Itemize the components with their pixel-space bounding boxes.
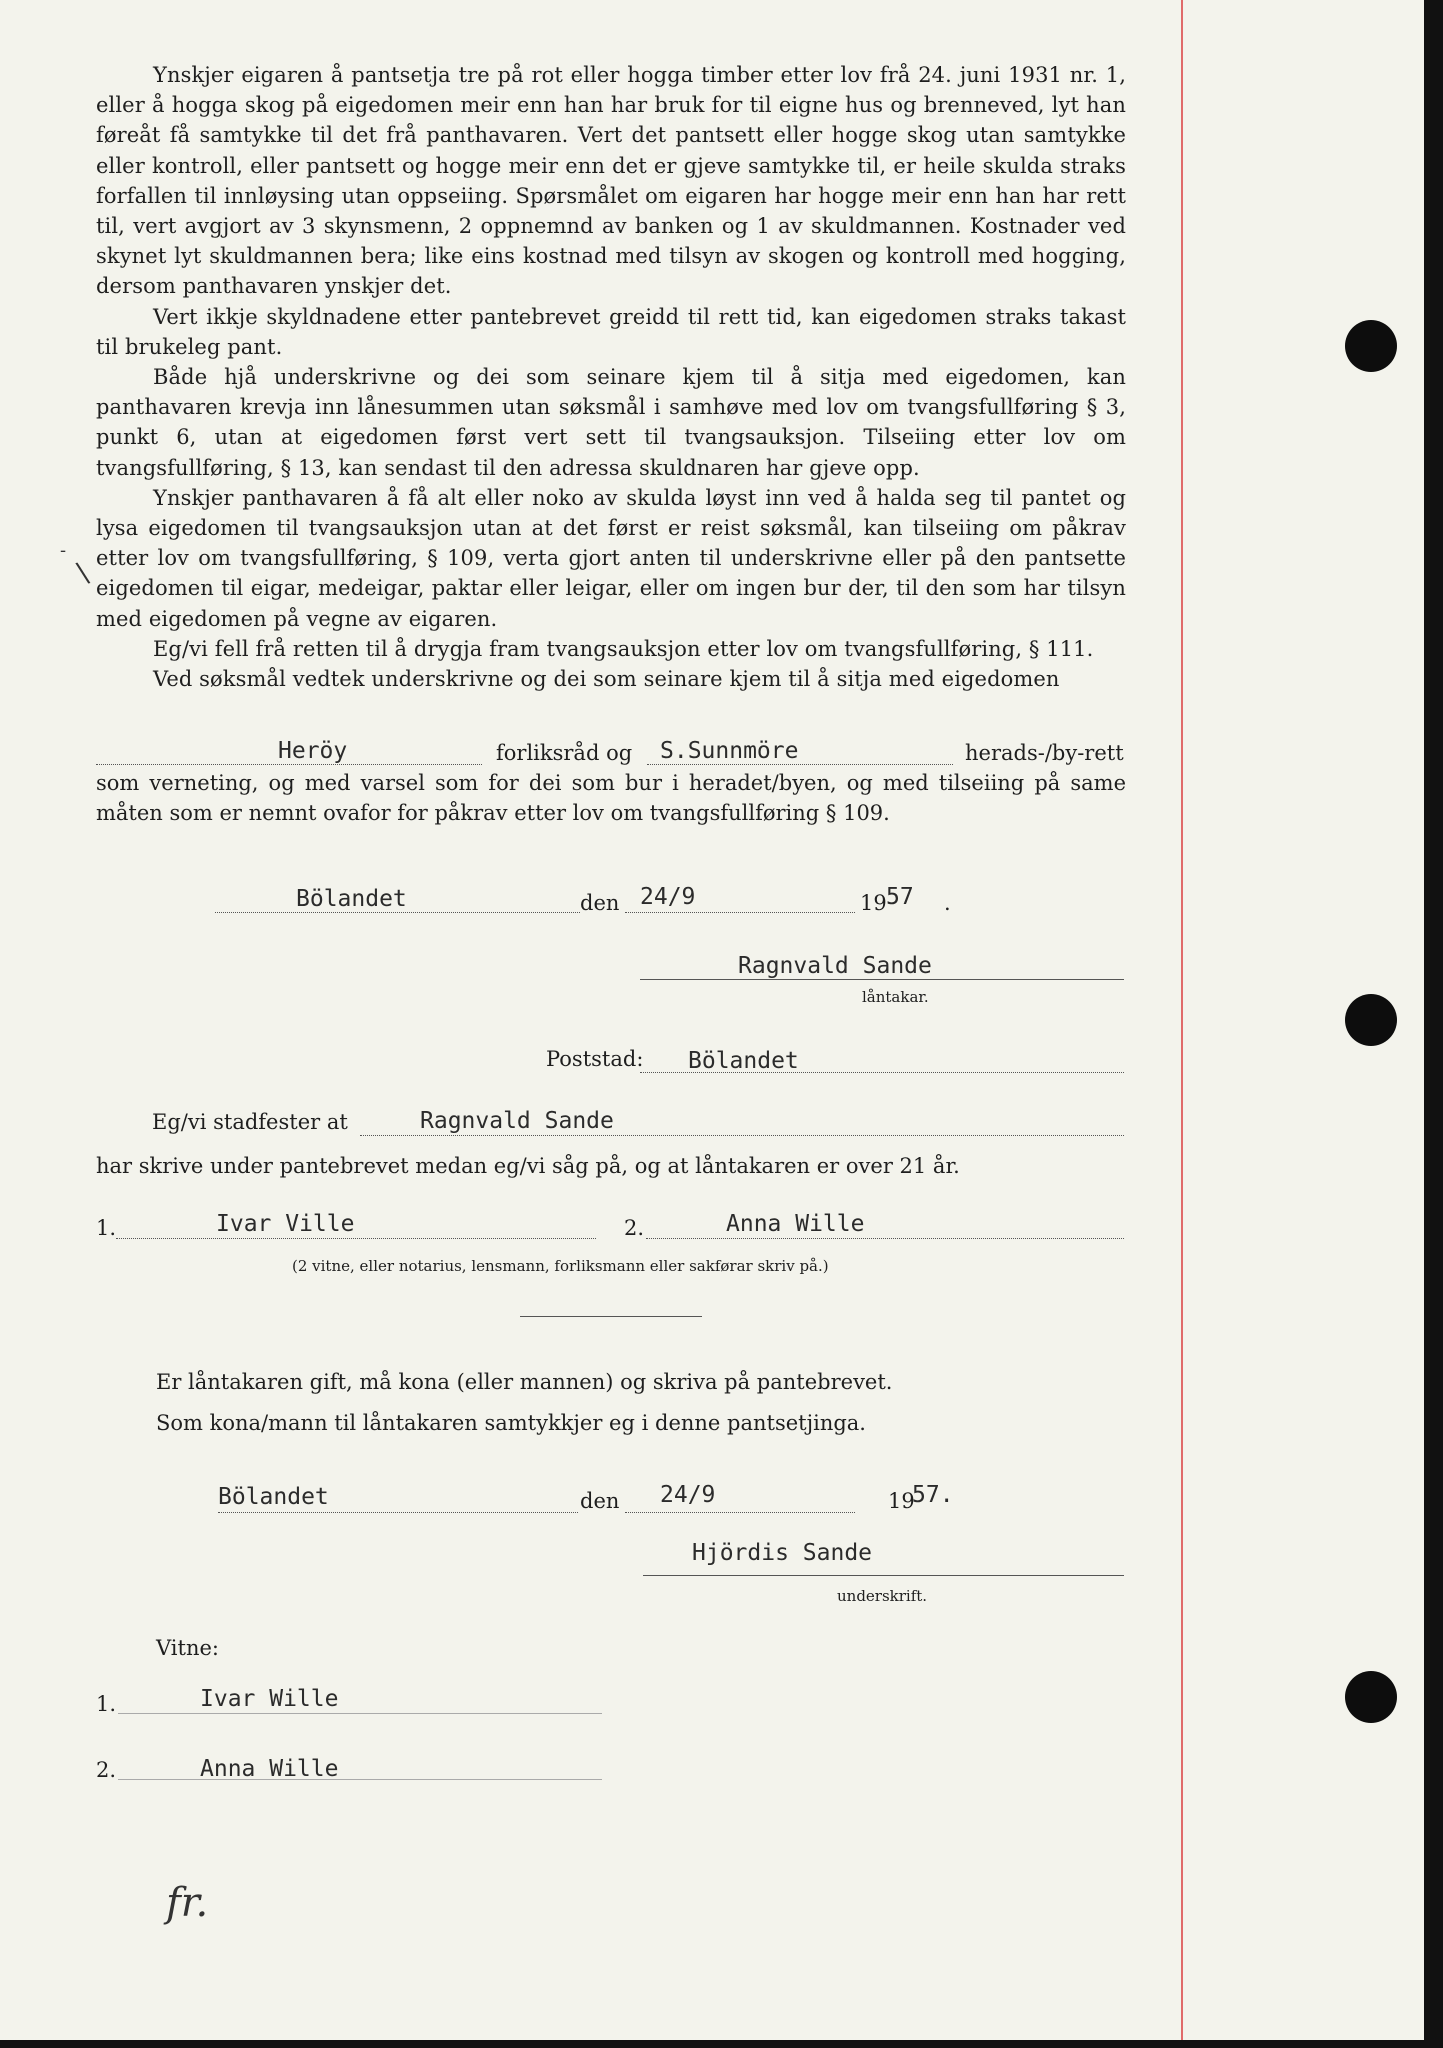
court-dotted-line	[96, 764, 482, 765]
punch-hole	[1345, 320, 1397, 372]
spouse-line-2: Som kona/mann til låntakaren samtykkjer eg i denne pantsetjinga.	[156, 1411, 866, 1435]
spouse-signature-line	[643, 1575, 1124, 1576]
confirm-text: har skrive under pantebrevet medan eg/vi såg på, og at låntakaren er over 21 år.	[96, 1154, 960, 1178]
den-label: den	[580, 1489, 620, 1513]
venue-end-text: herads-/by-rett	[965, 741, 1124, 765]
paragraph-timber: Ynskjer eigaren å pantsetja tre på rot eller hogga timber etter lov frå 24. juni 1931 nr. 1, eller å hogga skog på eigedomen meir enn han har bruk for til eigne hus og brenneved, lyt han føreåt få samtykke til det frå panthavaren. Vert det pantsett eller hogge skog utan samtykke eller kontroll, eller pantsett og hogge meir enn det er gjeve samtykke til, er heile skulda straks forfallen til innløysing utan oppseiing. Spørsmålet om eigaren har hogge meir enn han har rett til, vert avgjort av 3 skynsmenn, 2 oppnemnd av banken og 1 av skuldmannen. Kostnader ved skynet lyt skuldmannen bera; like eins kostnad med tilsyn av skogen og kontroll med hogging, dersom panthavaren ynskjer det.	[96, 63, 1126, 299]
confirm-dotted-line	[360, 1135, 1124, 1136]
witness-1-signature: Ivar Ville	[216, 1211, 355, 1237]
paragraph-collection: Både hjå underskrivne og dei som seinare kjem til å sitja med eigedomen, kan panthavaren krevja inn lånesummen utan søksmål i samhøve med lov om tvangsfullføring § 3, punkt 6, utan at eigedomen først vert sett til tvangsauksjon. Tilseiing etter lov om tvangsfullføring, § 13, kan sendast til den adressa skuldnaren har gjeve opp.	[96, 365, 1126, 480]
paragraph-auction: Ynskjer panthavaren å få alt eller noko av skulda løyst inn ved å halda seg til pantet og lysa eigedomen til tvangsauksjon utan at det først er reist søksmål, kan tilseiing om påkrav etter lov om tvangsfullføring, § 109, verta gjort anten til underskrivne eller på den pantsette eigedomen til eigar, medeigar, paktar eller leigar, eller om ingen bur der, til den som har tilsyn med eigedomen på vegne av eigaren.	[96, 485, 1126, 631]
witness-number: 2.	[96, 1758, 117, 1782]
paragraph-waiver: Eg/vi fell frå retten til å drygja fram tvangsauksjon etter lov om tvangsfullføring, § 111.	[153, 636, 1094, 661]
spouse-signing-place: Bölandet	[218, 1484, 329, 1510]
borrower-role-label: låntakar.	[862, 988, 929, 1006]
borrower-signature: Ragnvald Sande	[738, 953, 932, 979]
handwritten-initials: fr.	[166, 1880, 209, 1926]
paragraph-venue: Ved søksmål vedtek underskrivne og dei som seinare kjem til å sitja med eigedomen	[153, 667, 1060, 692]
year-suffix: 57.	[912, 1482, 954, 1508]
year-suffix: 57	[886, 884, 914, 910]
year-prefix: 19	[888, 1489, 915, 1513]
court-dotted-line	[647, 764, 953, 765]
den-label: den	[580, 891, 620, 915]
herad-court-name: S.Sunnmöre	[660, 738, 799, 764]
date-dotted-line	[625, 912, 855, 913]
confirm-prefix: Eg/vi stadfester at	[152, 1110, 348, 1134]
red-margin-line	[1181, 0, 1183, 2040]
witness-2-signature: Anna Wille	[726, 1211, 865, 1237]
spouse-line-1: Er låntakaren gift, må kona (eller mannen) og skriva på pantebrevet.	[156, 1370, 893, 1394]
date-dotted-line	[625, 1512, 855, 1513]
confirm-name: Ragnvald Sande	[420, 1108, 614, 1134]
signing-date: 24/9	[640, 884, 696, 910]
venue-line-3: måten som er nemnt ovafor for påkrav etter lov om tvangsfullføring § 109.	[96, 801, 890, 825]
witness-number: 2.	[624, 1216, 645, 1240]
terms-body	[96, 60, 1126, 694]
punch-hole	[1345, 994, 1397, 1046]
year-dot: .	[944, 891, 951, 915]
witness-number: 1.	[96, 1692, 117, 1716]
witness-dotted-line	[116, 1238, 596, 1239]
signing-place: Bölandet	[296, 886, 407, 912]
vitne-2-signature: Anna Wille	[200, 1756, 339, 1782]
spouse-signing-date: 24/9	[660, 1482, 716, 1508]
borrower-signature-line	[640, 979, 1124, 980]
spouse-role-label: underskrift.	[837, 1587, 928, 1605]
witness-number: 1.	[96, 1216, 117, 1240]
place-dotted-line	[215, 912, 580, 913]
venue-line-2: som verneting, og med varsel som for dei som bur i heradet/byen, og med tilseiing på same	[96, 771, 1126, 795]
poststad-label: Poststad:	[546, 1047, 644, 1071]
poststad-value: Bölandet	[688, 1048, 799, 1074]
year-prefix: 19	[860, 891, 887, 915]
witness-dotted-line	[646, 1238, 1124, 1239]
vitne-1-signature: Ivar Wille	[200, 1686, 339, 1712]
margin-bracket-mark: \	[73, 555, 92, 590]
venue-mid-text: forliksråd og	[496, 741, 633, 765]
witness-line	[118, 1713, 602, 1714]
vitne-label: Vitne:	[156, 1636, 219, 1660]
place-dotted-line	[218, 1512, 578, 1513]
forliksrad-name: Heröy	[278, 738, 348, 764]
margin-dash-mark: -	[60, 540, 67, 561]
witness-note: (2 vitne, eller notarius, lensmann, forliksmann eller sakførar skriv på.)	[292, 1257, 829, 1275]
paragraph-default: Vert ikkje skyldnadene etter pantebrevet greidd til rett tid, kan eigedomen straks takast til brukeleg pant.	[96, 304, 1126, 359]
spouse-signature: Hjördis Sande	[692, 1540, 873, 1566]
punch-hole	[1345, 1671, 1397, 1723]
separator-rule	[520, 1316, 702, 1317]
witness-line	[118, 1779, 602, 1780]
